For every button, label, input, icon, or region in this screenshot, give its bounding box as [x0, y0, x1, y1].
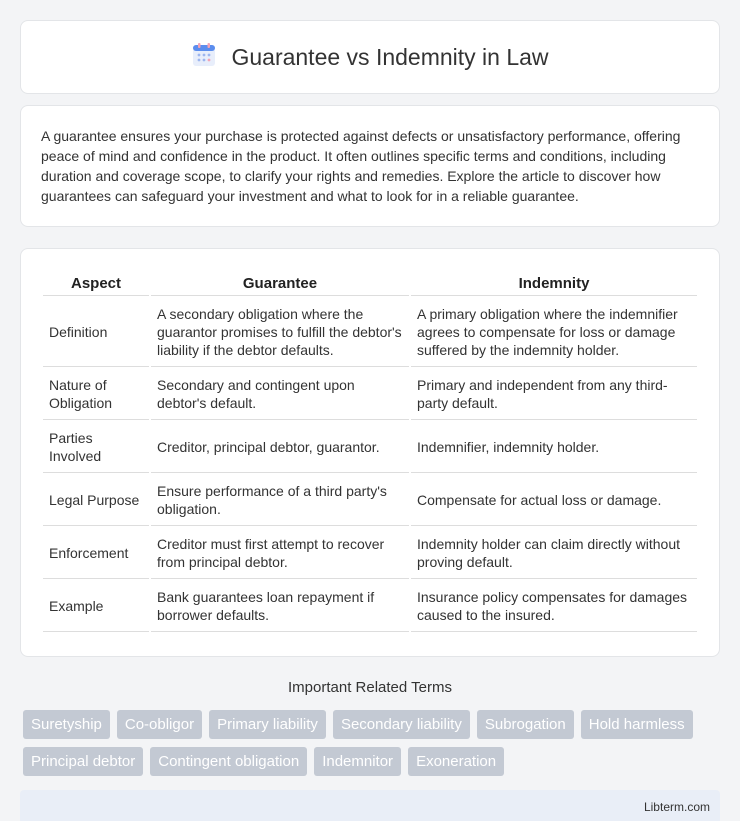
related-terms-list	[20, 710, 720, 776]
header-card	[20, 20, 720, 94]
row-guarantee: Creditor, principal debtor, guarantor.	[151, 422, 409, 473]
header-indemnity: Indemnity	[411, 271, 697, 296]
intro-card	[20, 105, 720, 227]
row-guarantee: A secondary obligation where the guarantor promises to fulfill the debtor's liability if the debtor defaults.	[151, 298, 409, 367]
row-indemnity: A primary obligation where the indemnifier agrees to compensate for loss or damage suffered by the indemnity holder.	[411, 298, 697, 367]
tag-suretyship[interactable]: Suretyship	[23, 710, 110, 739]
table-row	[43, 581, 697, 632]
row-aspect: Nature of Obligation	[43, 369, 149, 420]
row-aspect: Definition	[43, 298, 149, 367]
comparison-card	[20, 248, 720, 657]
tag-subrogation[interactable]: Subrogation	[477, 710, 574, 739]
related-terms-title: Important Related Terms	[288, 679, 452, 696]
page-title: Guarantee vs Indemnity in Law	[231, 43, 549, 70]
row-indemnity: Indemnifier, indemnity holder.	[411, 422, 697, 473]
tag-contingent-obligation[interactable]: Contingent obligation	[150, 747, 307, 776]
table-row	[43, 369, 697, 420]
row-aspect: Legal Purpose	[43, 475, 149, 526]
tag-hold-harmless[interactable]: Hold harmless	[581, 710, 693, 739]
comparison-table	[41, 269, 699, 634]
tag-secondary-liability[interactable]: Secondary liability	[333, 710, 470, 739]
row-indemnity: Insurance policy compensates for damages caused to the insured.	[411, 581, 697, 632]
row-guarantee: Bank guarantees loan repayment if borrower defaults.	[151, 581, 409, 632]
row-indemnity: Compensate for actual loss or damage.	[411, 475, 697, 526]
row-indemnity: Primary and independent from any third-party default.	[411, 369, 697, 420]
tag-principal-debtor[interactable]: Principal debtor	[23, 747, 143, 776]
row-indemnity: Indemnity holder can claim directly without proving default.	[411, 528, 697, 579]
intro-text: A guarantee ensures your purchase is protected against defects or unsatisfactory performance, offering peace of mind and confidence in the product. It often outlines specific terms and conditions, including duration and coverage scope, to clarify your rights and remedies. Explore the article to discover how guarantees can safeguard your investment and what to look for in a reliable guarantee.	[41, 128, 681, 204]
row-aspect: Enforcement	[43, 528, 149, 579]
table-row	[43, 475, 697, 526]
table-row	[43, 422, 697, 473]
footer	[20, 790, 720, 821]
table-row	[43, 298, 697, 367]
calendar-icon	[191, 42, 217, 73]
row-guarantee: Secondary and contingent upon debtor's default.	[151, 369, 409, 420]
tag-indemnitor[interactable]: Indemnitor	[314, 747, 401, 776]
header-aspect: Aspect	[43, 271, 149, 296]
header-guarantee: Guarantee	[151, 271, 409, 296]
tag-primary-liability[interactable]: Primary liability	[209, 710, 326, 739]
row-guarantee: Creditor must first attempt to recover from principal debtor.	[151, 528, 409, 579]
footer-brand-link[interactable]: Libterm.com	[643, 800, 710, 814]
row-aspect: Parties Involved	[43, 422, 149, 473]
tag-co-obligor[interactable]: Co-obligor	[117, 710, 202, 739]
row-guarantee: Ensure performance of a third party's obligation.	[151, 475, 409, 526]
tag-exoneration[interactable]: Exoneration	[408, 747, 504, 776]
table-row	[43, 528, 697, 579]
row-aspect: Example	[43, 581, 149, 632]
table-header-row	[43, 271, 697, 296]
